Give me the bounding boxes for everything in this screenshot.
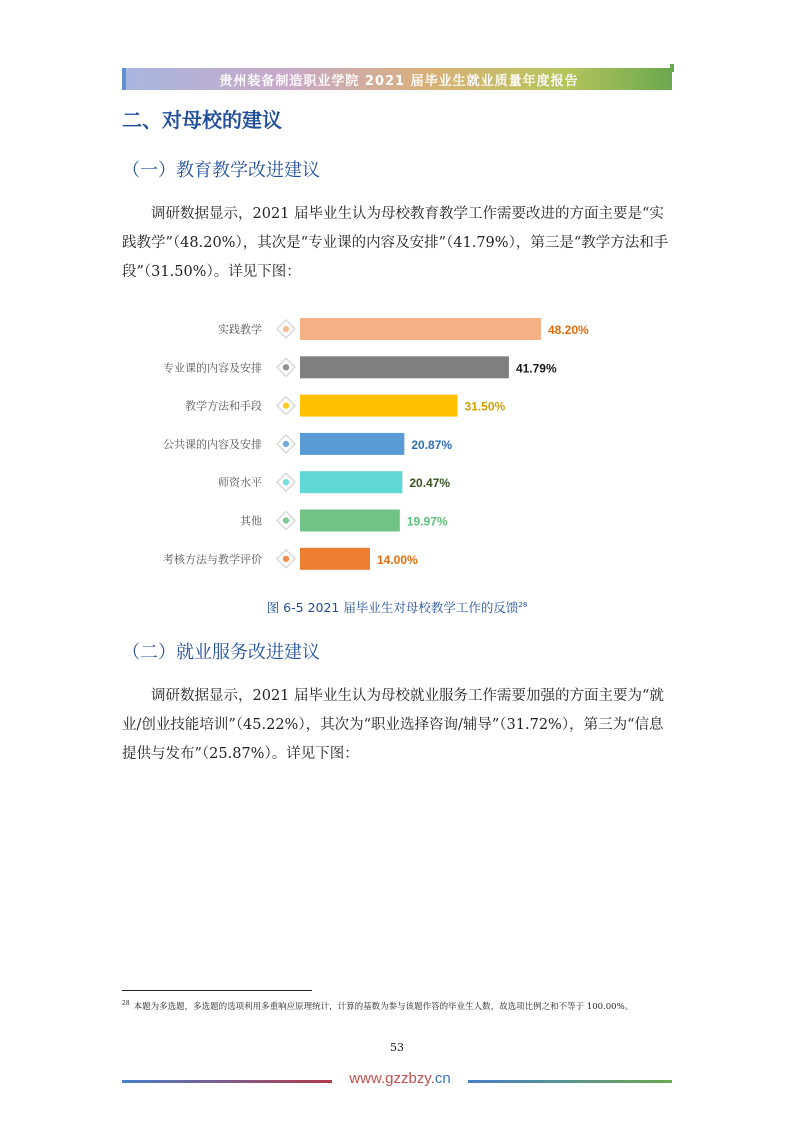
subsection-title-employment: （二）就业服务改进建议 [122,642,320,663]
diamond-dot [283,402,289,408]
category-label: 考核方法与教学评价 [163,552,262,566]
footnote-ref: 28 [122,1000,130,1007]
diamond-dot [283,556,289,562]
category-label: 教学方法和手段 [185,399,262,413]
footer-url-tld: cn [434,1070,451,1087]
figure-caption [0,598,794,616]
value-label: 19.97% [406,514,448,529]
paragraph-education: 调研数据显示，2021 届毕业生认为母校教育教学工作需要改进的方面主要是“实践教学”（48.20%），其次是“专业课的内容及安排”（41.79%），第三是“教学方法和手段”（31.50%）。详见下图： [122,206,669,280]
subsection-title-education: （一）教育教学改进建议 [122,160,320,181]
bar [300,395,458,417]
category-label: 公共课的内容及安排 [163,437,262,451]
value-label: 41.79% [515,361,557,376]
bar [300,548,370,570]
footnote [122,996,674,1015]
footer-line-right [468,1080,672,1083]
bar [300,356,509,378]
category-label: 实践教学 [218,323,262,336]
chart-canvas [122,310,674,580]
footer-url-main: www.gzzbzy. [349,1070,435,1087]
section-title: 二、对母校的建议 [122,108,282,132]
value-label: 20.87% [411,437,453,452]
footnote-rule [122,990,312,991]
bar [300,318,541,340]
value-label: 48.20% [548,323,589,337]
page-number: 53 [390,1041,404,1054]
diamond-dot [283,479,289,485]
diamond-dot [283,441,289,447]
category-label: 专业课的内容及安排 [163,361,262,375]
diamond-dot [283,326,289,332]
category-label: 师资水平 [218,476,262,490]
bar [300,433,404,455]
value-label: 20.47% [409,476,451,491]
category-label: 其他 [240,514,262,528]
caption-footnote-ref[interactable]: 28 [518,600,528,609]
header-band [122,68,672,90]
footer-url[interactable] [336,1070,464,1087]
bar [300,510,400,532]
paragraph-employment: 调研数据显示，2021 届毕业生认为母校就业服务工作需要加强的方面主要为“就业/创业技能培训”（45.22%），其次为“职业选择咨询/辅导”（31.72%），第三为“信息提供与发布”（25.87%）。详见下图： [122,688,664,762]
diamond-dot [283,517,289,523]
footnote-text: 本题为多选题，多选题的选项利用多重响应原理统计，计算的基数为参与该题作答的毕业生人数，故选项比例之和不等于 100.00%。 [133,1001,634,1012]
diamond-dot [283,364,289,370]
header-title: 贵州装备制造职业学院 2021 届毕业生就业质量年度报告 [219,74,579,89]
bar [300,471,402,493]
value-label: 14.00% [377,552,418,567]
value-label: 31.50% [464,399,506,414]
caption-text: 图 6-5 2021 届毕业生对母校教学工作的反馈 [266,600,519,615]
footer-line-left [122,1080,332,1083]
feedback-bar-chart [122,310,674,580]
